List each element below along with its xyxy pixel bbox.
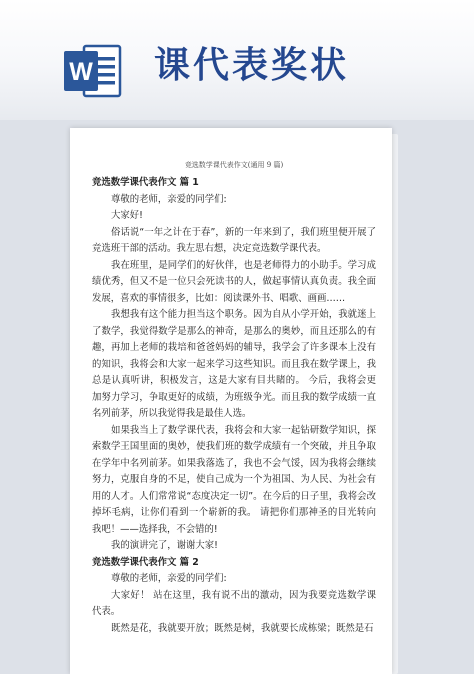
section-heading: 竞选数学课代表作文 篇 1	[92, 177, 199, 188]
paragraph: 大家好!	[111, 210, 143, 221]
paragraph: 我在班里，是同学们的好伙伴，也是老师得力的小助手。学习成绩优秀，但又不是一位只会死读书的人，做起事情认真负责。我全面发展，喜欢的事情很多，比如：阅读课外书、唱歌、画画……	[92, 259, 376, 304]
section-heading: 竞选数学课代表作文 篇 2	[92, 556, 199, 568]
document-page	[70, 128, 392, 674]
word-document-icon	[62, 40, 124, 102]
paragraph: 如果我当上了数学课代表，我将会和大家一起钻研数学知识，探索数学王国里面的奥妙，使我们班的数学成绩有一个突破，并且争取在学年中名列前茅。如果我落选了，我也不会气馁，因为我将会继续努力，克服自身的不足，使自己成为一个为祖国、为人民、为社会有用的人才。人们常常说“态度决定一切”。在今后的日子里，我将会改掉坏毛病，让你们看到一个崭新的我。 请把你们那神圣的目光转向我吧！——选择我，不会错的!	[92, 424, 376, 535]
running-header: 竞选数学课代表作文(通用 9 篇)	[184, 161, 284, 169]
paragraph: 既然是花，我就要开放；既然是树，我就要长成栋梁；既然是石	[111, 622, 374, 634]
paragraph: 大家好！ 站在这里，我有说不出的激动，因为我要竞选数学课代表。	[92, 589, 376, 617]
paragraph: 俗话说“一年之计在于春”，新的一年来到了，我们班里便开展了竞选班干部的活动。我左思右想，决定竞选数学课代表。	[92, 226, 376, 254]
page-title: 课代表奖状	[154, 45, 350, 86]
paragraph: 我想我有这个能力担当这个职务。因为自从小学开始，我就迷上了数学，我觉得数学是那么的神奇，是那么的奥妙，而且还那么的有趣，再加上老师的栽培和爸爸妈妈的辅导，我学会了许多课本上没有的知识，我将会和大家一起来学习这些知识。而且我在数学课上，我总是认真听讲，积极发言，这是大家有目共睹的。 今后，我将会更加努力学习，争取更好的成绩，为班级争光。而且我的数学成绩一直名列前茅，所以我觉得我是最佳人选。	[92, 309, 376, 419]
paragraph: 尊敬的老师，亲爱的同学们:	[111, 193, 227, 205]
header-banner	[0, 0, 474, 120]
word-icon-letter: W	[69, 58, 93, 86]
paragraph: 尊敬的老师，亲爱的同学们:	[111, 573, 227, 584]
paragraph: 我的演讲完了，谢谢大家!	[111, 540, 218, 551]
document-body	[92, 175, 376, 637]
